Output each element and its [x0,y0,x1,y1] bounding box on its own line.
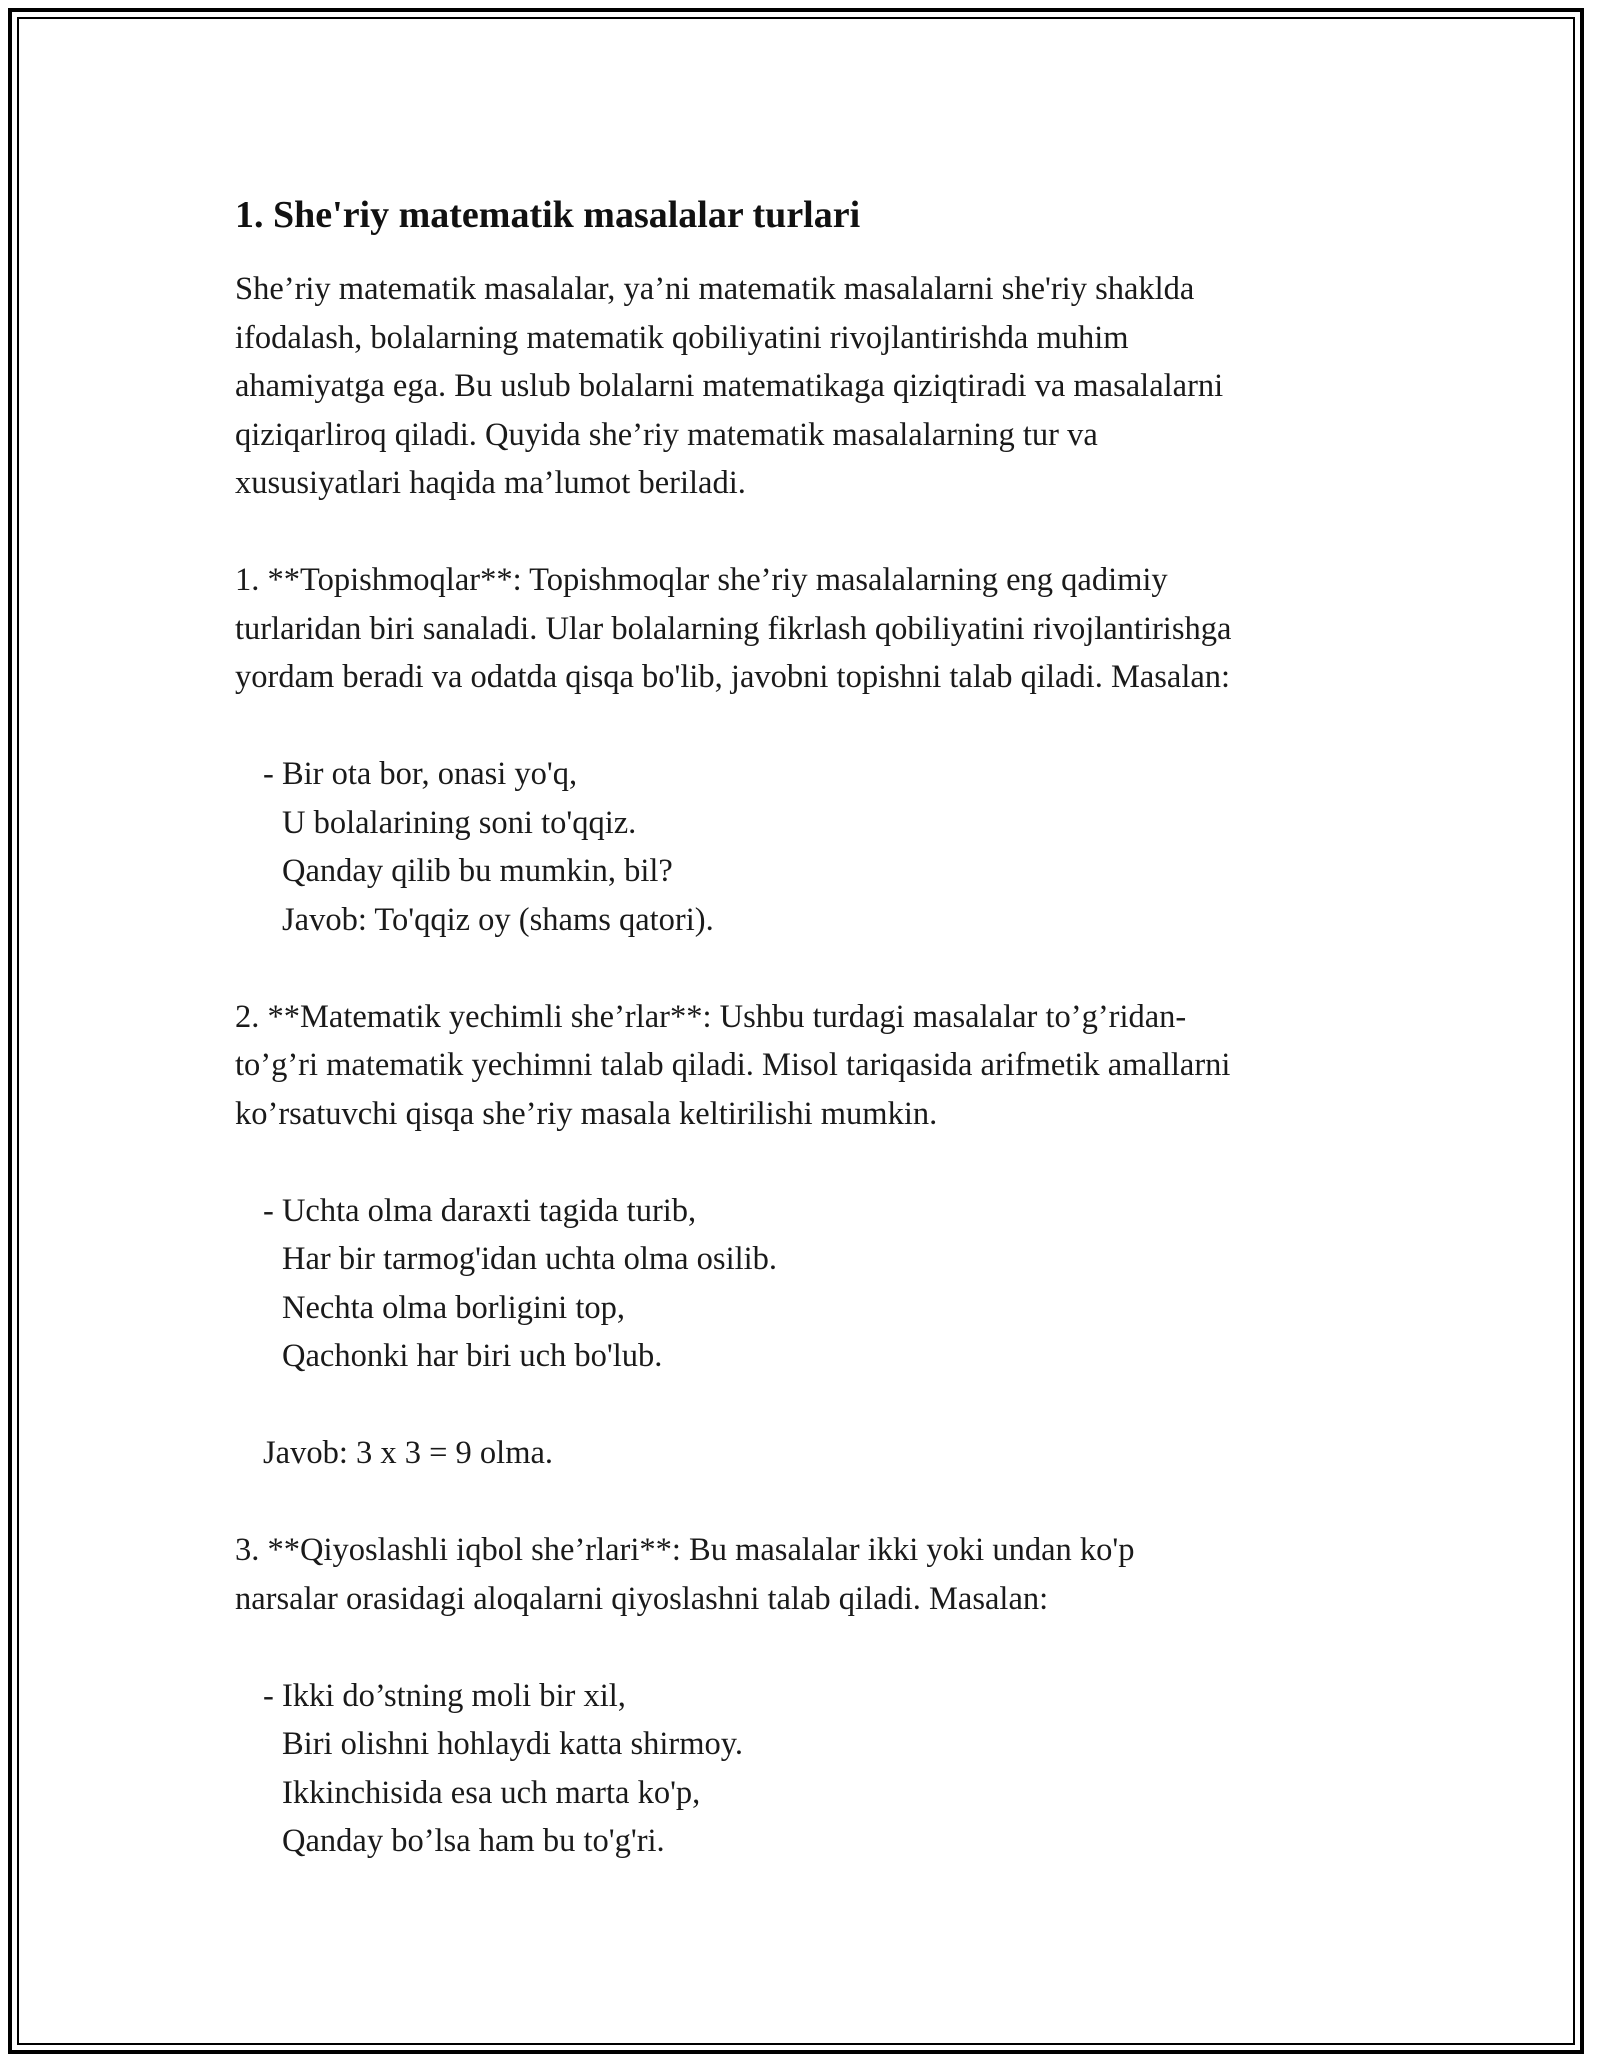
answer-line: Javob: 3 x 3 = 9 olma. [263,1435,554,1471]
verse-line: Qanday bo’lsa ham bu to'g'ri. [282,1823,665,1859]
page-title: 1. She'riy matematik masalalar turlari [235,194,861,236]
section-qiyoslashli [235,1526,1385,1866]
paragraph-line: 3. **Qiyoslashli iqbol she’rlari**: Bu masalalar ikki yoki undan ko'p [235,1532,1135,1568]
verse-line: Ikkinchisida esa uch marta ko'p, [282,1774,701,1811]
section-matematik-yechimli [235,993,1385,1478]
verse-line: Qachonki har biri uch bo'lub. [282,1338,663,1374]
paragraph-line: narsalar orasidagi aloqalarni qiyoslashni talab qiladi. Masalan: [235,1580,1049,1617]
intro-paragraph [235,265,1385,508]
spacer [235,1381,1385,1430]
paragraph-line: qiziqarliroq qiladi. Quyida she’riy matematik masalalarning tur va [235,416,1098,453]
spacer [235,1478,1385,1527]
document-body [235,185,1385,1866]
spacer [235,1623,1385,1672]
paragraph-line: ifodalash, bolalarning matematik qobiliyatini rivojlantirishda muhim [235,319,1129,356]
spacer [235,508,1385,557]
verse-line: U bolalarining soni to'qqiz. [282,804,637,841]
verse-block [235,1187,1385,1381]
spacer [235,1138,1385,1187]
verse-line: - Bir ota bor, onasi yo'q, [263,756,578,792]
paragraph-line: 2. **Matematik yechimli she’rlar**: Ushbu turdagi masalalar to’g’ridan- [235,998,1187,1035]
section-topishmoqlar [235,556,1385,944]
verse-line: Javob: To'qqiz oy (shams qatori). [282,901,714,938]
paragraph-line: ko’rsatuvchi qisqa she’riy masala keltirilishi mumkin. [235,1095,938,1132]
verse-line: - Ikki do’stning moli bir xil, [263,1677,626,1714]
verse-line: Qanday qilib bu mumkin, bil? [282,853,673,889]
paragraph-line: 1. **Topishmoqlar**: Topishmoqlar she’riy masalalarning eng qadimiy [235,562,1168,598]
paragraph-line: She’riy matematik masalalar, ya’ni matematik masalalarni she'riy shaklda [235,271,1195,307]
verse-line: Biri olishni hohlaydi katta shirmoy. [282,1726,743,1762]
paragraph-line: yordam beradi va odatda qisqa bo'lib, javobni topishni talab qiladi. Masalan: [235,659,1231,695]
paragraph-line: to’g’ri matematik yechimni talab qiladi. Misol tariqasida arifmetik amallarni [235,1047,1231,1083]
spacer [235,702,1385,751]
verse-line: - Uchta olma daraxti tagida turib, [263,1192,697,1229]
paragraph-line: ahamiyatga ega. Bu uslub bolalarni matematikaga qiziqtiradi va masalalarni [235,368,1224,404]
verse-line: Nechta olma borligini top, [282,1289,625,1326]
verse-block [235,1672,1385,1866]
verse-line: Har bir tarmog'idan uchta olma osilib. [282,1241,778,1277]
paragraph-line: xususiyatlari haqida ma’lumot beriladi. [235,465,746,501]
verse-block [235,750,1385,944]
spacer [235,944,1385,993]
paragraph-line: turlaridan biri sanaladi. Ular bolalarning fikrlash qobiliyatini rivojlantirishga [235,610,1232,647]
